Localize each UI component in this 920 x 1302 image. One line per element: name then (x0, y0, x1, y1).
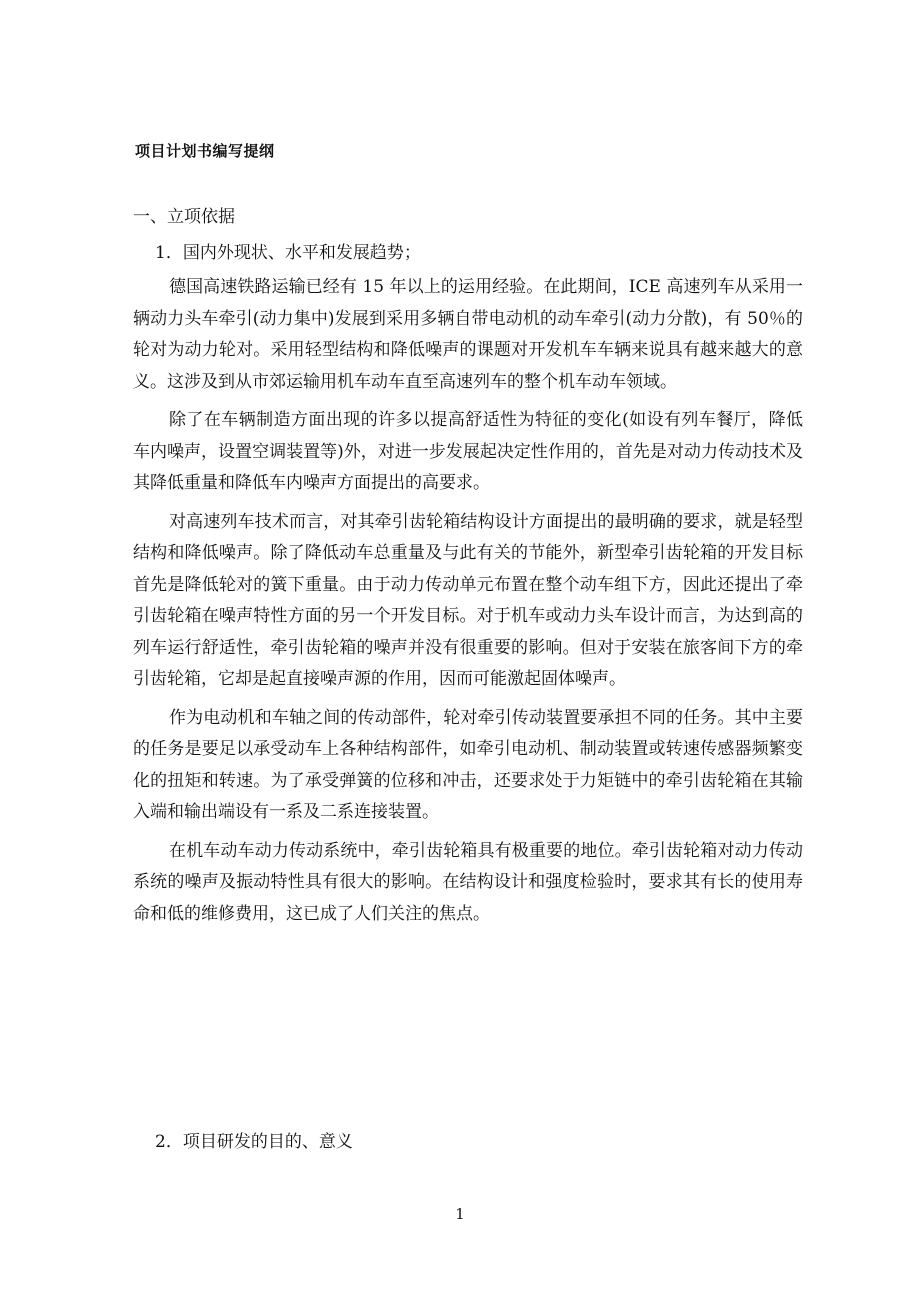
section-heading: 一、立项依据 (133, 207, 235, 227)
paragraph: 除了在车辆制造方面出现的许多以提高舒适性为特征的变化(如设有列车餐厅，降低车内噪声，设置空调装置等)外，对进一步发展起决定性作用的，首先是对动力传动技术及其降低重量和降低车内噪声方面提出的高要求。 (133, 410, 803, 493)
paragraph: 在机车动车动力传动系统中，牵引齿轮箱具有极重要的地位。牵引齿轮箱对动力传动系统的噪声及振动特性具有很大的影响。在结构设计和强度检验时，要求其有长的使用寿命和低的维修费用，这已成了人们关注的焦点。 (133, 840, 803, 924)
subsection-heading-1: 1．国内外现状、水平和发展趋势； (155, 243, 421, 263)
document-title: 项目计划书编写提纲 (135, 142, 275, 160)
paragraph: 作为电动机和车轴之间的传动部件，轮对牵引传动装置要承担不同的任务。其中主要的任务是要足以承受动车上各种结构部件，如牵引电动机、制动装置或转速传感器频繁变化的扭矩和转速。为了承受弹簧的位移和冲击，还要求处于力矩链中的牵引齿轮箱在其输入端和输出端设有一系及二系连接装置。 (133, 707, 803, 822)
subsection-heading-2: 2．项目研发的目的、意义 (155, 1132, 353, 1152)
page-number: 1 (455, 1205, 465, 1223)
paragraph: 德国高速铁路运输已经有 15 年以上的运用经验。在此期间，ICE 高速列车从采用一辆动力头车牵引(动力集中)发展到采用多辆自带电动机的动车牵引(动力分散)，有 50％的轮对为动力轮对。采用轻型结构和降低噪声的课题对开发机车车辆来说具有越来越大的意义。这涉及到从市郊运输用机车动车直至高速列车的整个机车动车领域。 (133, 277, 803, 392)
paragraph: 对高速列车技术而言，对其牵引齿轮箱结构设计方面提出的最明确的要求，就是轻型结构和降低噪声。除了降低动车总重量及与此有关的节能外，新型牵引齿轮箱的开发目标首先是降低轮对的簧下重量。由于动力传动单元布置在整个动车组下方，因此还提出了牵引齿轮箱在噪声特性方面的另一个开发目标。对于机车或动力头车设计而言，为达到高的列车运行舒适性，牵引齿轮箱的噪声并没有很重要的影响。但对于安装在旅客间下方的牵引齿轮箱，它却是起直接噪声源的作用，因而可能激起固体噪声。 (133, 511, 803, 689)
body-text (133, 272, 803, 937)
